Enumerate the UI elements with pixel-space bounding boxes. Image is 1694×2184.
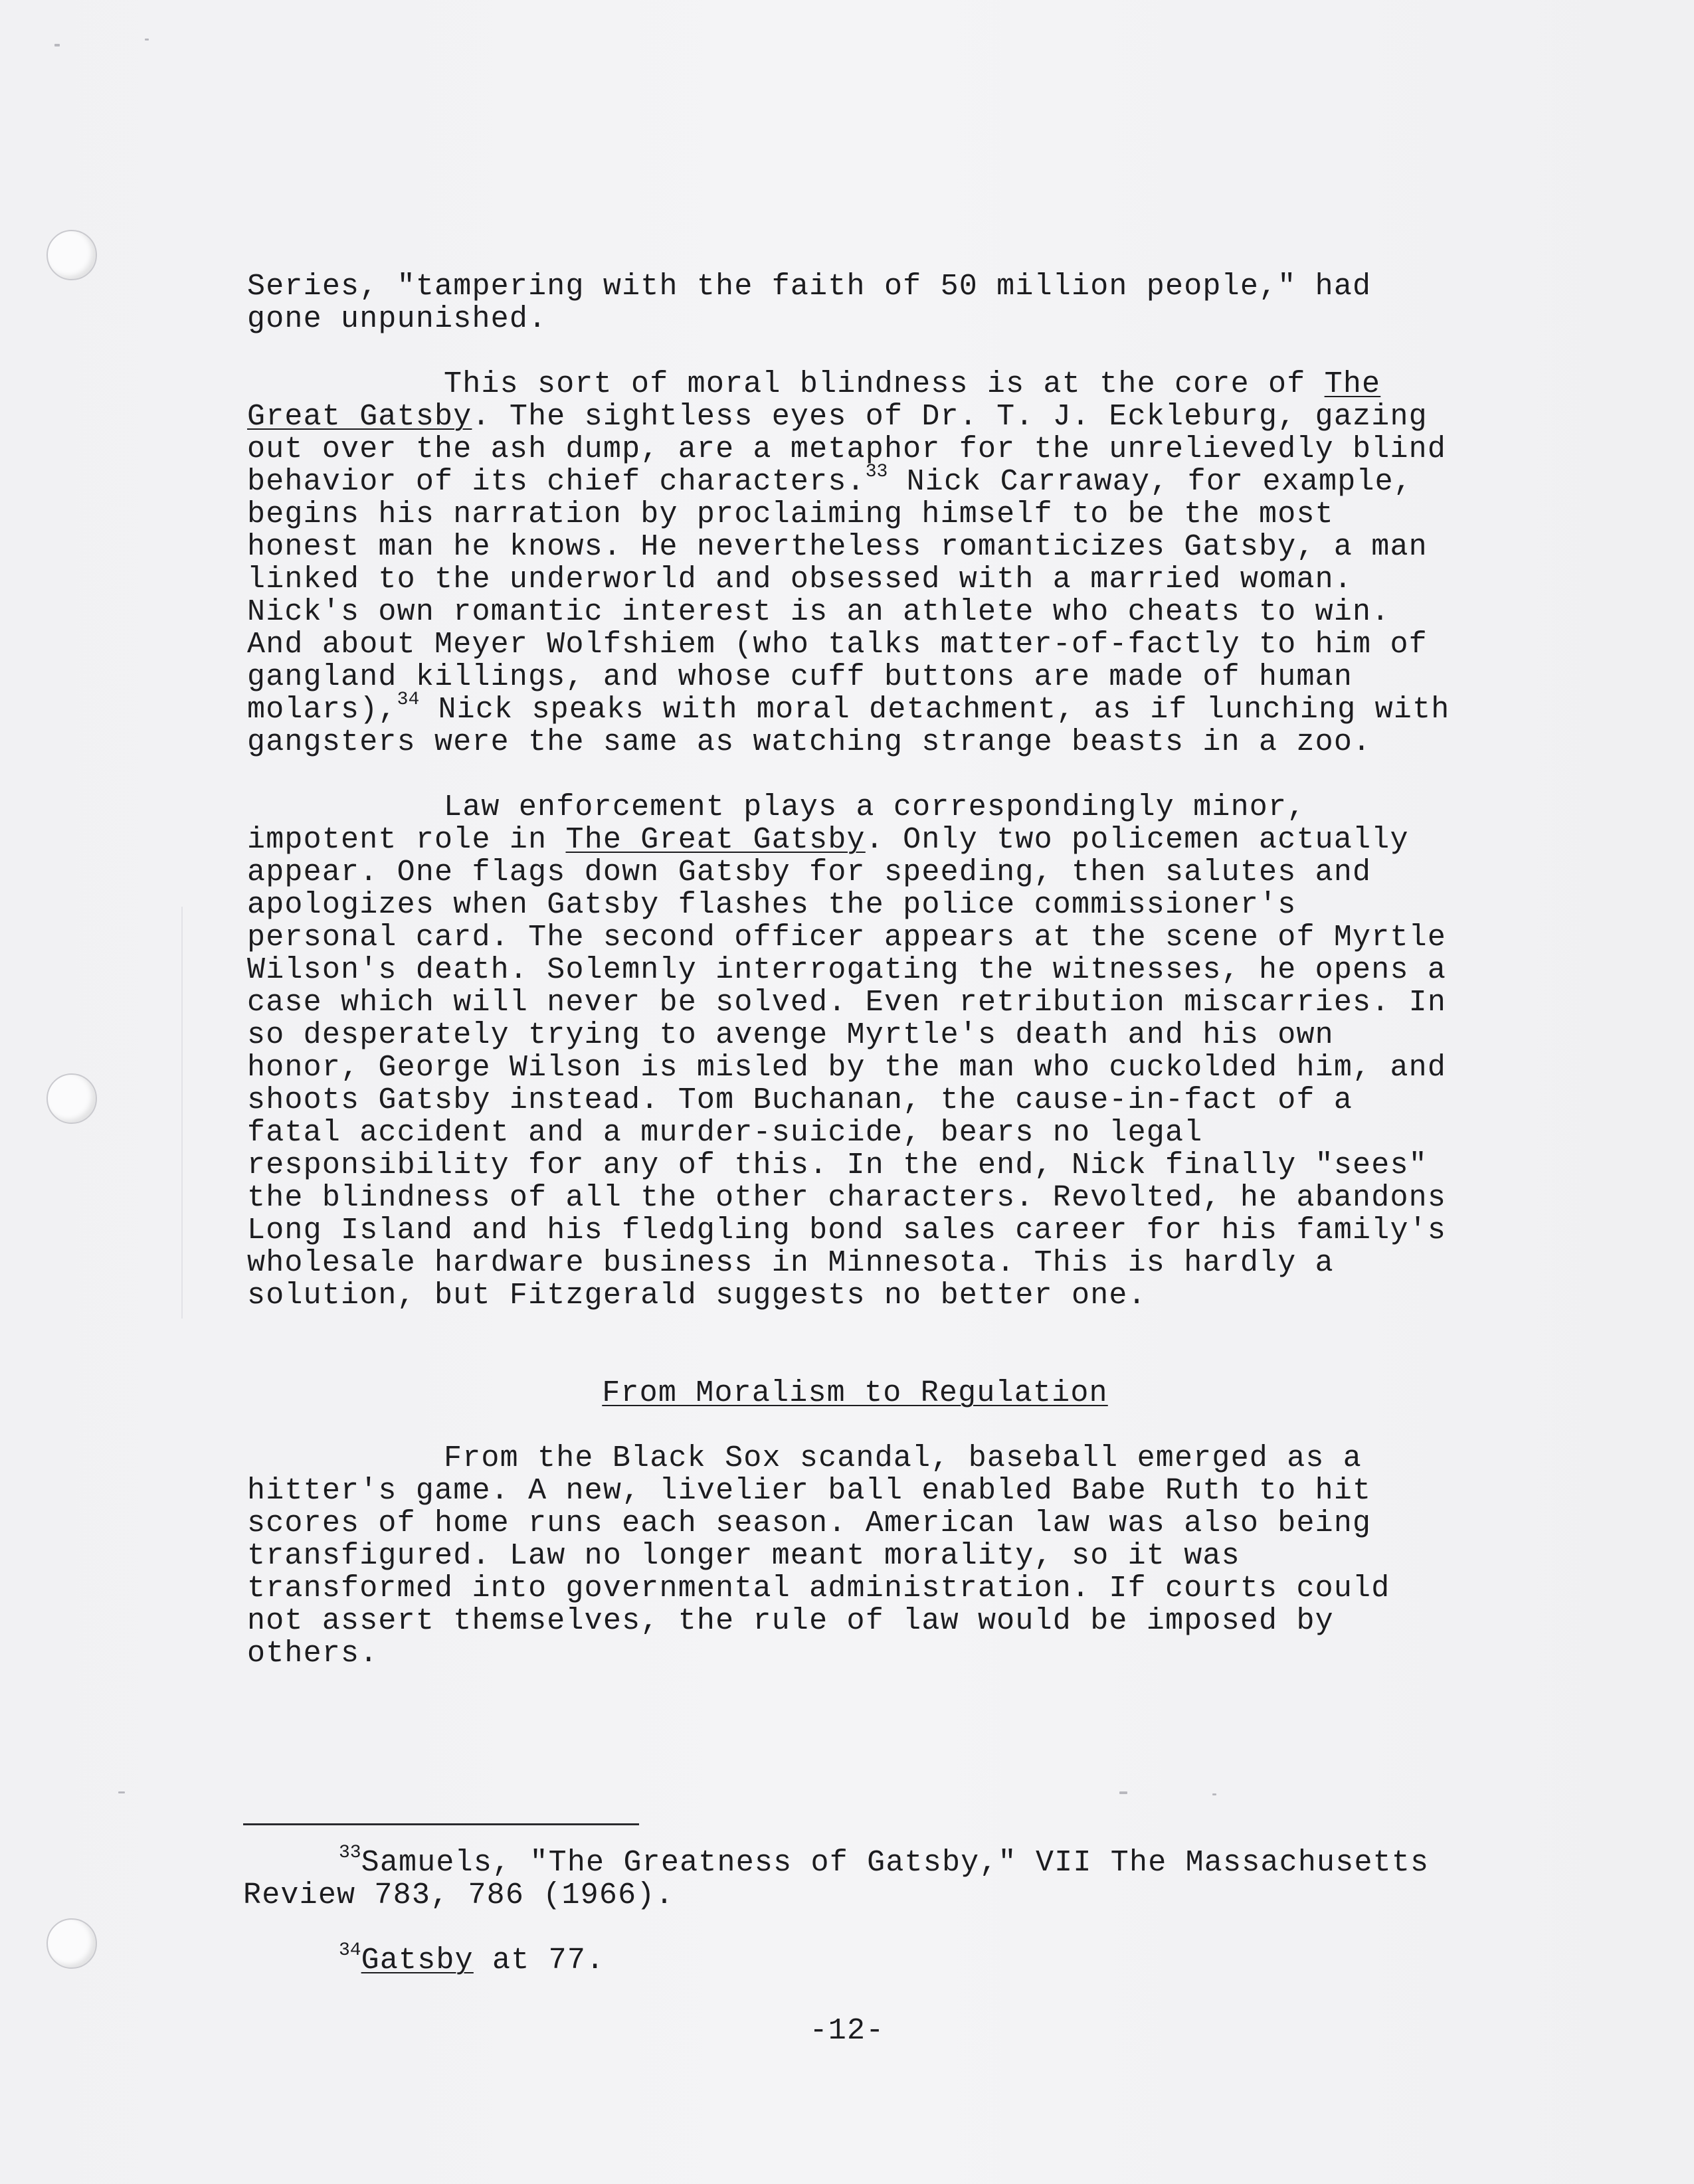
footnote-text: Samuels, "The Greatness of Gatsby," VII The Massachusetts Review 783, 786 (1966). — [243, 1846, 1430, 1912]
section-heading — [247, 1377, 1463, 1410]
scan-speck — [1212, 1793, 1216, 1795]
footnotes — [243, 1843, 1459, 1977]
text-run: Law enforcement plays a correspondingly minor, impotent role in — [247, 790, 1306, 857]
paragraph-law-enforcement — [247, 791, 1463, 1312]
page-number: -12- — [809, 2014, 885, 2048]
punch-hole-middle — [47, 1073, 97, 1124]
scan-speck — [54, 44, 60, 46]
footnote-separator — [243, 1823, 639, 1825]
footnote-marker-34: 34 — [339, 1940, 361, 1961]
footnote-ref-33: 33 — [865, 462, 888, 482]
body-text — [247, 270, 1463, 1670]
text-run: This sort of moral blindness is at the core of — [444, 367, 1325, 401]
paragraph-continued: Series, "tampering with the faith of 50 million people," had gone unpunished. — [247, 270, 1372, 336]
footnote-text: at 77. — [473, 1944, 605, 1977]
scan-speck — [145, 39, 149, 41]
paragraph-moral-blindness — [247, 368, 1463, 759]
paragraph-regulation: From the Black Sox scandal, baseball emerged as a hitter's game. A new, livelier ball enabled Babe Ruth to hit scores of home runs each season. American law was also being transfigured. Law no longer meant morality, so it was transformed into governmental administration. If courts could not assert themselves, the rule of law would be imposed by others. — [247, 1441, 1390, 1671]
book-title: The Great Gatsby — [247, 367, 1381, 434]
scan-speck — [1119, 1791, 1127, 1794]
footnote-ref-34: 34 — [397, 689, 420, 710]
footnote-marker-33: 33 — [339, 1843, 361, 1863]
text-run: . Only two policemen actually appear. One flags down Gatsby for speeding, then salutes and apologizes when Gatsby flashes the police commissioner's personal card. The second officer appears at the scene of Myrtle Wilson's death. Solemnly interrogating the witnesses, he opens a case which will never be solved. Even retribution miscarries. In so desperately trying to avenge Myrtle's death and his own honor, George Wilson is misled by the man who cuckolded him, and shoots Gatsby instead. Tom Buchanan, the cause-in-fact of a fatal accident and a murder-suicide, bears no legal responsibility for any of this. In the end, Nick finally "sees" the blindness of all the other characters. Revolted, he abandons Long Island and his fledgling bond sales career for his family's wholesale hardware business in Minnesota. This is hardly a solution, but Fitzgerald suggests no better one. — [247, 823, 1447, 1313]
punch-hole-bottom — [47, 1918, 97, 1969]
section-heading-text: From Moralism to Regulation — [602, 1376, 1108, 1410]
text-run: . The sightless eyes of Dr. T. J. Eckleburg, gazing out over the ash dump, are a metaphor for the unrelievedly blind behavior of its chief characters. — [247, 400, 1447, 499]
scan-speck — [118, 1791, 125, 1793]
footnote-34 — [243, 1940, 1459, 1977]
footnote-33 — [243, 1843, 1459, 1912]
text-run: Nick Carraway, for example, begins his narration by proclaiming himself to be the most honest man he knows. He nevertheless romanticizes Gatsby, a man linked to the underworld and obsessed with a married woman. Nick's own romantic interest is an athlete who cheats to win. And about Meyer Wolfshiem (who talks matter-of-factly to him of gangland killings, and whose cuff buttons are made of human molars), — [247, 465, 1428, 727]
book-title: The Great Gatsby — [565, 823, 866, 857]
text-run: Nick speaks with moral detachment, as if lunching with gangsters were the same as watching strange beasts in a zoo. — [247, 693, 1450, 759]
punch-hole-top — [47, 230, 97, 280]
footnote-book-title: Gatsby — [361, 1944, 474, 1977]
margin-mark — [181, 907, 183, 1319]
